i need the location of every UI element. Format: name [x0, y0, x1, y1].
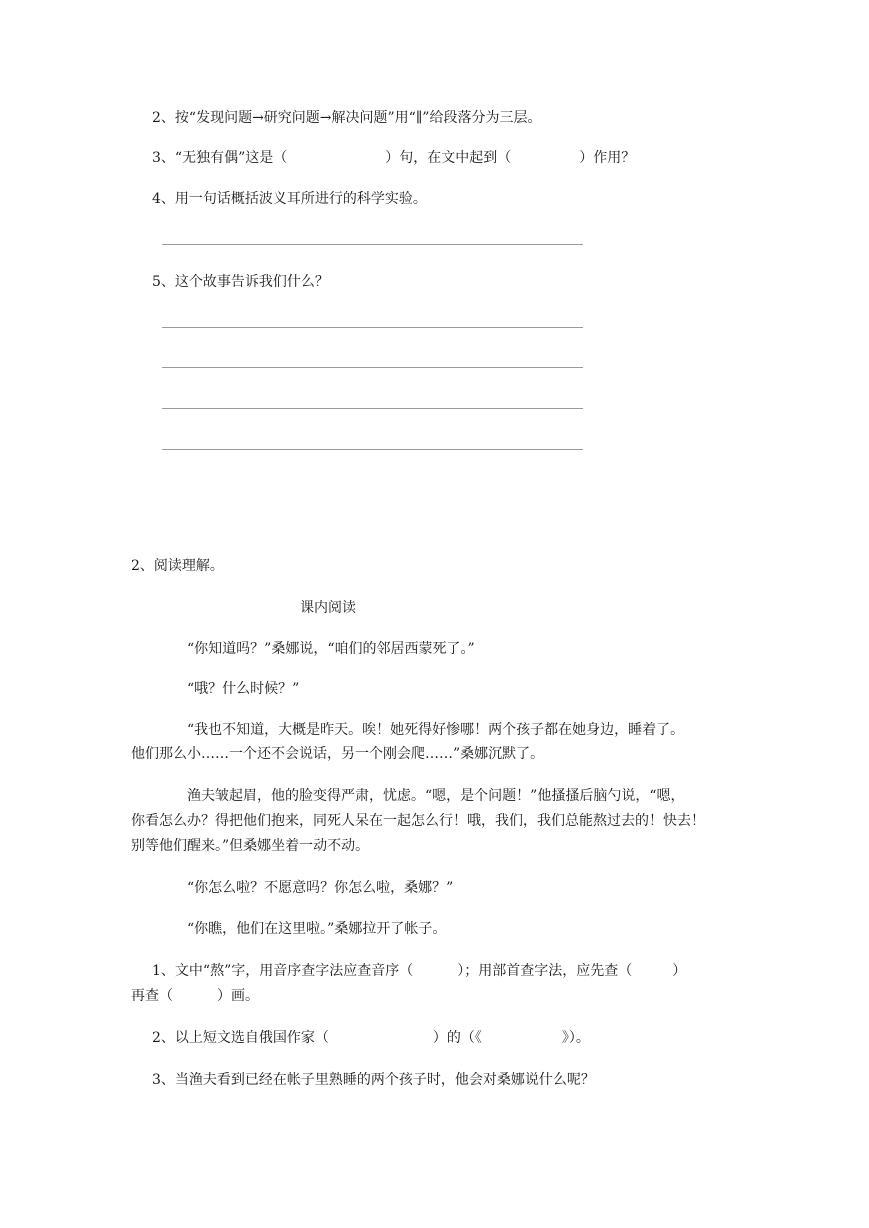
question-1-part-d: 再查（	[131, 988, 173, 1004]
question-1-part-e: ）画。	[217, 988, 259, 1004]
section-2-question-1	[152, 961, 686, 981]
passage-line: “哦？什么时候？”	[187, 681, 300, 697]
question-4: 4、用一句话概括波义耳所进行的科学实验。	[152, 191, 427, 207]
question-2-part-a: 2、以上短文选自俄国作家（	[152, 1030, 329, 1046]
passage-line: “你知道吗？”桑娜说，“咱们的邻居西蒙死了。”	[187, 641, 475, 657]
answer-line[interactable]	[162, 367, 583, 368]
section-2-question-2	[152, 1028, 590, 1048]
section-2-question-3: 3、当渔夫看到已经在帐子里熟睡的两个孩子时，他会对桑娜说什么呢？	[152, 1072, 595, 1088]
question-2-part-c: 》）。	[561, 1030, 590, 1046]
passage-line: “你怎么啦？不愿意吗？你怎么啦，桑娜？”	[187, 880, 454, 896]
passage-line: 别等他们醒来。”但桑娜坐着一动不动。	[131, 838, 370, 854]
answer-line[interactable]	[162, 244, 583, 245]
question-1-part-a: 1、文中“熬”字，用音序查字法应查音序（	[152, 963, 414, 979]
question-2: 2、按“发现问题→研究问题→解决问题”用“∥”给段落分为三层。	[152, 110, 542, 126]
question-1-part-c: ）	[672, 963, 687, 979]
passage-line: 渔夫皱起眉，他的脸变得严肃，忧虑。“嗯，是个问题！”他搔搔后脑勺说，“嗯，	[187, 788, 685, 804]
passage-line: “我也不知道，大概是昨天。唉！她死得好惨哪！两个孩子都在她身边，睡着了。	[187, 722, 685, 738]
question-2-part-b: ）的（《	[432, 1030, 482, 1046]
answer-line[interactable]	[162, 408, 583, 409]
passage-line: 你看怎么办？得把他们抱来，同死人呆在一起怎么行！哦，我们，我们总能熬过去的！快去！	[131, 813, 705, 829]
question-3	[152, 148, 635, 168]
section-2-heading: 2、阅读理解。	[131, 558, 224, 574]
answer-line[interactable]	[162, 327, 583, 328]
section-2-subtitle: 课内阅读	[300, 600, 356, 616]
answer-line[interactable]	[162, 449, 583, 450]
question-3-part-b: ）句，在文中起到（	[385, 150, 512, 166]
question-5: 5、这个故事告诉我们什么？	[152, 274, 329, 290]
question-1-part-b: ）；用部首查字法，应先查（	[457, 963, 633, 979]
passage-line: 他们那么小……一个还不会说话，另一个刚会爬……”桑娜沉默了。	[131, 746, 545, 762]
section-2-question-1-cont	[131, 986, 259, 1006]
question-3-part-c: ）作用？	[579, 150, 636, 166]
question-3-part-a: 3、“无独有偶”这是（	[152, 150, 288, 166]
passage-line: “你瞧，他们在这里啦。”桑娜拉开了帐子。	[187, 921, 447, 937]
